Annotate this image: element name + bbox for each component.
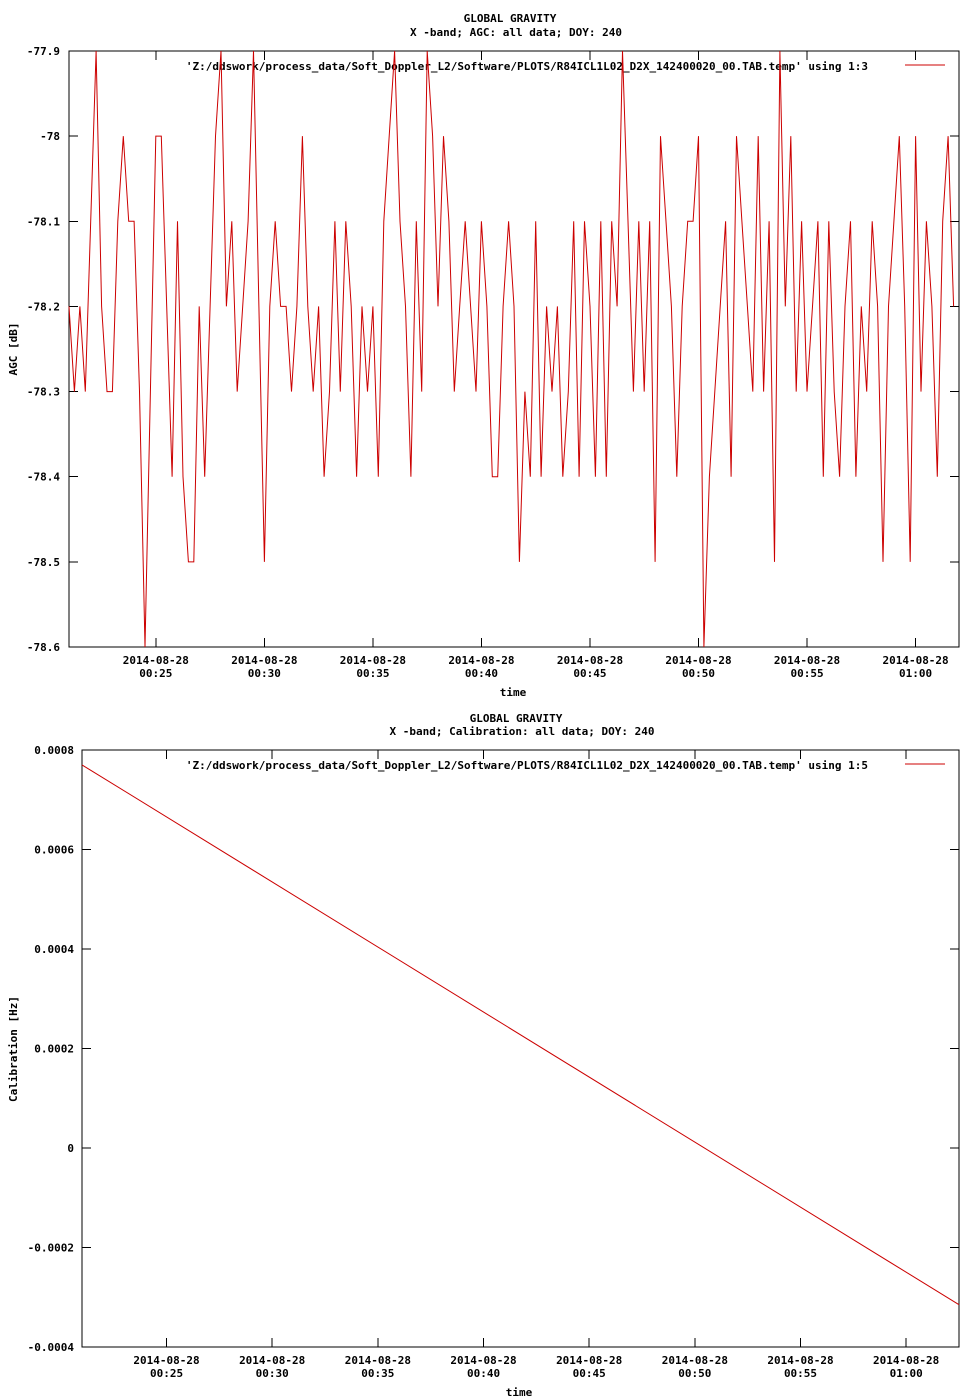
agc-x-tick-time: 00:30 [247, 667, 281, 680]
calibration-x-tick-date: 2014-08-28 [661, 1354, 728, 1367]
calibration-y-tick-label: 0.0008 [34, 744, 74, 757]
calibration-y-tick-label: -0.0004 [27, 1341, 74, 1354]
agc-chart [7, 12, 959, 699]
agc-x-tick-time: 01:00 [899, 667, 933, 680]
calibration-y-tick-label: 0.0002 [34, 1042, 74, 1056]
calibration-x-tick-time: 00:25 [149, 1367, 184, 1380]
agc-x-tick-time: 00:55 [790, 667, 824, 680]
calibration-x-tick-time: 01:00 [889, 1367, 923, 1380]
agc-y-tick-label: -78.6 [26, 641, 60, 654]
agc-chart-title: GLOBAL GRAVITY [463, 12, 557, 25]
calibration-y-tick-label: -0.0002 [27, 1241, 74, 1255]
agc-legend-label: 'Z:/ddswork/process_data/Soft_Doppler_L2/Software/PLOTS/R84ICL1L02_D2X_142400020_00.TAB.temp' using 1:3 [185, 60, 868, 73]
agc-chart-subtitle: X -band; AGC: all data; DOY: 240 [410, 26, 622, 39]
agc-series-line [69, 51, 954, 647]
agc-x-tick-date: 2014-08-28 [448, 654, 515, 667]
calibration-chart-title: GLOBAL GRAVITY [469, 712, 563, 725]
calibration-chart-subtitle: X -band; Calibration: all data; DOY: 240 [389, 725, 655, 738]
agc-x-tick-date: 2014-08-28 [665, 654, 732, 667]
calibration-x-tick-date: 2014-08-28 [133, 1354, 200, 1367]
calibration-x-tick-date: 2014-08-28 [556, 1354, 623, 1367]
agc-x-tick-time: 00:25 [139, 667, 173, 680]
agc-x-tick-date: 2014-08-28 [882, 654, 949, 667]
agc-y-tick-label: -78.1 [26, 215, 60, 229]
calibration-x-tick-date: 2014-08-28 [873, 1354, 940, 1367]
agc-x-tick-date: 2014-08-28 [231, 654, 298, 667]
agc-y-tick-label: -78.4 [26, 470, 60, 484]
calibration-x-tick-time: 00:40 [466, 1367, 501, 1380]
calibration-y-axis-label: Calibration [Hz] [7, 996, 20, 1102]
calibration-y-tick-label: 0 [67, 1142, 74, 1155]
agc-plot-frame [69, 51, 959, 647]
calibration-x-tick-date: 2014-08-28 [450, 1354, 517, 1367]
agc-y-tick-label: -78.5 [26, 555, 60, 569]
agc-y-tick-label: -77.9 [26, 45, 60, 58]
calibration-x-tick-time: 00:55 [783, 1367, 818, 1380]
agc-y-tick-label: -78.3 [26, 385, 60, 399]
calibration-y-tick-label: 0.0006 [34, 843, 74, 857]
agc-x-tick-date: 2014-08-28 [773, 654, 841, 667]
calibration-x-tick-date: 2014-08-28 [767, 1354, 834, 1367]
calibration-x-tick-date: 2014-08-28 [344, 1354, 411, 1367]
calibration-legend-label: 'Z:/ddswork/process_data/Soft_Doppler_L2/Software/PLOTS/R84ICL1L02_D2X_142400020_00.TAB.temp' using 1:5 [185, 759, 868, 772]
agc-x-tick-date: 2014-08-28 [339, 654, 407, 667]
agc-x-tick-time: 00:40 [464, 667, 499, 680]
agc-x-tick-time: 00:50 [681, 667, 716, 680]
calibration-y-tick-label: 0.0004 [34, 943, 74, 956]
calibration-y-ticks [28, 744, 959, 1354]
agc-x-axis-label: time [499, 686, 527, 699]
agc-x-ticks [123, 51, 949, 680]
agc-y-ticks [27, 45, 959, 654]
agc-y-axis-label: AGC [dB] [7, 322, 20, 376]
calibration-x-axis-label: time [505, 1386, 533, 1399]
calibration-chart [7, 712, 959, 1399]
agc-x-tick-date: 2014-08-28 [556, 654, 624, 667]
agc-y-tick-label: -78.2 [26, 300, 60, 314]
agc-x-tick-date: 2014-08-28 [122, 654, 189, 667]
calibration-plot-frame [82, 750, 959, 1347]
calibration-x-ticks [133, 750, 939, 1380]
calibration-x-tick-time: 00:35 [361, 1367, 395, 1380]
calibration-x-tick-date: 2014-08-28 [239, 1354, 306, 1367]
agc-x-tick-time: 00:45 [573, 667, 607, 680]
agc-x-tick-time: 00:35 [356, 667, 390, 680]
calibration-x-tick-time: 00:45 [572, 1367, 606, 1380]
calibration-x-tick-time: 00:50 [678, 1367, 712, 1380]
agc-y-tick-label: -78 [40, 130, 60, 144]
calibration-x-tick-time: 00:30 [255, 1367, 289, 1380]
calibration-series-line [82, 765, 959, 1305]
